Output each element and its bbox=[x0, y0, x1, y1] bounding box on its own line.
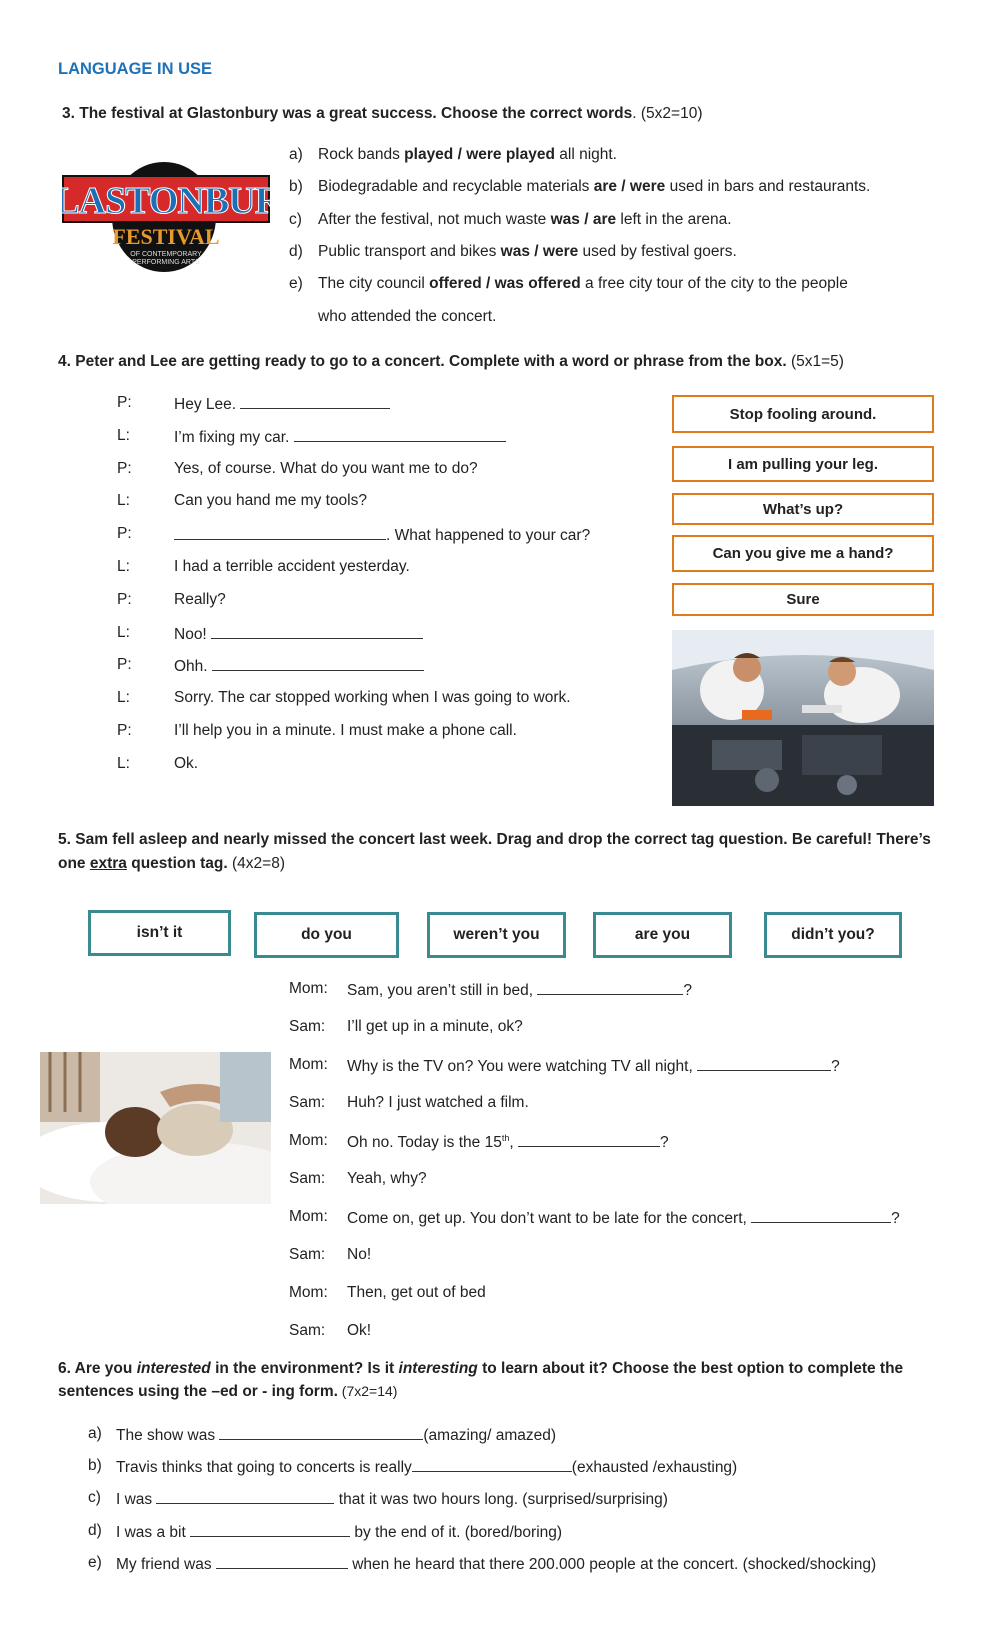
answer-blank[interactable] bbox=[240, 394, 390, 409]
q3-option-1[interactable]: was bbox=[550, 211, 580, 228]
tag-option-isnt-it[interactable]: isn’t it bbox=[88, 910, 231, 956]
dialogue-line: Come on, get up. You don’t want to be late for the concert, ? bbox=[347, 1210, 900, 1227]
tag-option-didnt-you[interactable]: didn’t you? bbox=[764, 912, 902, 958]
tag-drop-zone[interactable] bbox=[751, 1208, 891, 1223]
q3-option-2[interactable]: were bbox=[629, 178, 666, 195]
q3-option-2[interactable]: were bbox=[542, 243, 579, 260]
answer-blank[interactable] bbox=[174, 525, 386, 540]
q3-item-label: d) bbox=[289, 243, 303, 260]
dialogue-line: Really? bbox=[174, 591, 226, 608]
q6-item-text: The show was (amazing/ amazed) bbox=[116, 1427, 557, 1444]
speaker: Sam: bbox=[289, 1322, 326, 1339]
speaker: Sam: bbox=[289, 1018, 326, 1035]
speaker: Sam: bbox=[289, 1094, 326, 1111]
dialogue-line: Sam, you aren’t still in bed, ? bbox=[347, 982, 693, 999]
q3-item-label: a) bbox=[289, 146, 303, 163]
answer-blank[interactable] bbox=[211, 624, 423, 639]
mechanics-photo bbox=[672, 630, 934, 806]
answer-blank[interactable] bbox=[216, 1554, 348, 1569]
q3-points: . (5x2=10) bbox=[632, 105, 703, 122]
speaker: P: bbox=[117, 722, 132, 739]
speaker: P: bbox=[117, 656, 132, 673]
q3-option-2[interactable]: were played bbox=[466, 146, 555, 163]
phrase-option-whats-up[interactable]: What’s up? bbox=[672, 493, 934, 525]
q3-option-2[interactable]: are bbox=[592, 211, 617, 228]
q3-item-text: The city council offered / was offered a free city tour of the city to the people bbox=[318, 275, 848, 292]
dialogue-line: Yes, of course. What do you want me to do? bbox=[174, 460, 478, 477]
answer-blank[interactable] bbox=[219, 1425, 423, 1440]
speaker: L: bbox=[117, 492, 130, 509]
answer-blank[interactable] bbox=[212, 656, 424, 671]
glastonbury-logo bbox=[62, 158, 270, 276]
answer-blank[interactable] bbox=[156, 1489, 334, 1504]
logo-festival-text: FESTIVAL bbox=[112, 224, 220, 249]
speaker: Sam: bbox=[289, 1170, 326, 1187]
tag-drop-zone[interactable] bbox=[518, 1132, 660, 1147]
q6-item-label: b) bbox=[88, 1457, 102, 1474]
phrase-option-give-hand[interactable]: Can you give me a hand? bbox=[672, 535, 934, 572]
tag-drop-zone[interactable] bbox=[697, 1056, 831, 1071]
speaker: P: bbox=[117, 525, 132, 542]
answer-blank[interactable] bbox=[412, 1457, 572, 1472]
dialogue-line: Huh? I just watched a film. bbox=[347, 1094, 529, 1111]
speaker: P: bbox=[117, 460, 132, 477]
dialogue-line: Then, get out of bed bbox=[347, 1284, 486, 1301]
dialogue-line: . What happened to your car? bbox=[174, 525, 590, 545]
section-title: LANGUAGE IN USE bbox=[58, 60, 213, 78]
q3-item-text: Public transport and bikes was / were used by festival goers. bbox=[318, 243, 737, 260]
q3-option-1[interactable]: was bbox=[500, 243, 530, 260]
speaker: Mom: bbox=[289, 980, 328, 997]
q6-item-label: d) bbox=[88, 1522, 102, 1539]
q6-heading-line1: 6. Are you interested in the environment? Is it interesting to learn about it? Choose the best option to complete the bbox=[58, 1360, 904, 1377]
logo-sub2-text: PERFORMING ARTS bbox=[132, 259, 200, 266]
speaker: Mom: bbox=[289, 1208, 328, 1225]
q6-item-text: I was a bit by the end of it. (bored/boring) bbox=[116, 1524, 563, 1541]
logo-sub1-text: OF CONTEMPORARY bbox=[130, 251, 202, 258]
tag-option-are-you[interactable]: are you bbox=[593, 912, 732, 958]
dialogue-line: Can you hand me my tools? bbox=[174, 492, 367, 509]
dialogue-line: I had a terrible accident yesterday. bbox=[174, 558, 410, 575]
dialogue-line: Ok! bbox=[347, 1322, 372, 1339]
dialogue-line: Sorry. The car stopped working when I was going to work. bbox=[174, 689, 571, 706]
q3-item-text: Rock bands played / were played all night. bbox=[318, 146, 617, 163]
q4-heading: 4. Peter and Lee are getting ready to go to a concert. Complete with a word or phrase from the box. (5x1=5) bbox=[58, 353, 844, 370]
dialogue-line: Why is the TV on? You were watching TV all night, ? bbox=[347, 1058, 840, 1075]
q3-option-1[interactable]: played bbox=[404, 146, 454, 163]
q3-item-text: Biodegradable and recyclable materials are / were used in bars and restaurants. bbox=[318, 178, 871, 195]
speaker: P: bbox=[117, 591, 132, 608]
q6-item-label: a) bbox=[88, 1425, 102, 1442]
logo-main-text: LASTONBUR bbox=[62, 180, 270, 222]
dialogue-line: Oh no. Today is the 15th, ? bbox=[347, 1132, 669, 1151]
dialogue-line: Noo! bbox=[174, 624, 423, 644]
q6-item-label: c) bbox=[88, 1489, 101, 1506]
q6-item-text: Travis thinks that going to concerts is really (exhausted /exhausting) bbox=[116, 1459, 738, 1476]
phrase-option-stop-fooling[interactable]: Stop fooling around. bbox=[672, 395, 934, 433]
answer-blank[interactable] bbox=[190, 1522, 350, 1537]
speaker: L: bbox=[117, 427, 130, 444]
tag-option-werent-you[interactable]: weren’t you bbox=[427, 912, 566, 958]
q6-heading-line2: sentences using the –ed or - ing form. (7x2=14) bbox=[58, 1383, 398, 1400]
q5-heading-line1: 5. Sam fell asleep and nearly missed the concert last week. Drag and drop the correct tag question. Be careful! There’s bbox=[58, 831, 931, 848]
dialogue-line: I’ll help you in a minute. I must make a phone call. bbox=[174, 722, 517, 739]
q3-heading-text: 3. The festival at Glastonbury was a great success. Choose the correct words bbox=[62, 105, 633, 122]
speaker: Mom: bbox=[289, 1132, 328, 1149]
tag-option-do-you[interactable]: do you bbox=[254, 912, 399, 958]
speaker: Mom: bbox=[289, 1284, 328, 1301]
q6-item-label: e) bbox=[88, 1554, 102, 1571]
q3-item-label: b) bbox=[289, 178, 303, 195]
q3-option-1[interactable]: are bbox=[593, 178, 617, 195]
tag-drop-zone[interactable] bbox=[537, 980, 683, 995]
speaker: P: bbox=[117, 394, 132, 411]
dialogue-line: Ohh. bbox=[174, 656, 424, 676]
speaker: Mom: bbox=[289, 1056, 328, 1073]
speaker: L: bbox=[117, 558, 130, 575]
dialogue-line: I’ll get up in a minute, ok? bbox=[347, 1018, 523, 1035]
dialogue-line: Ok. bbox=[174, 755, 199, 772]
answer-blank[interactable] bbox=[294, 427, 506, 442]
sleeping-boy-photo bbox=[40, 1052, 271, 1204]
dialogue-line: Yeah, why? bbox=[347, 1170, 427, 1187]
q3-heading bbox=[62, 105, 703, 123]
q6-item-text: I was that it was two hours long. (surprised/surprising) bbox=[116, 1491, 668, 1508]
dialogue-line: Hey Lee. bbox=[174, 394, 390, 414]
dialogue-line: I’m fixing my car. bbox=[174, 427, 506, 447]
q3-item-label: c) bbox=[289, 211, 302, 228]
q3-option-2[interactable]: was offered bbox=[494, 275, 581, 292]
q3-item-e-continuation: who attended the concert. bbox=[318, 308, 497, 325]
q3-option-1[interactable]: offered bbox=[429, 275, 482, 292]
speaker: L: bbox=[117, 689, 130, 706]
speaker: L: bbox=[117, 755, 130, 772]
q6-item-text: My friend was when he heard that there 200.000 people at the concert. (shocked/shocking) bbox=[116, 1556, 877, 1573]
q3-item-label: e) bbox=[289, 275, 303, 292]
speaker: L: bbox=[117, 624, 130, 641]
speaker: Sam: bbox=[289, 1246, 326, 1263]
phrase-option-sure[interactable]: Sure bbox=[672, 583, 934, 616]
q3-item-text: After the festival, not much waste was / are left in the arena. bbox=[318, 211, 732, 228]
dialogue-line: No! bbox=[347, 1246, 372, 1263]
q5-heading-line2: one extra question tag. (4x2=8) bbox=[58, 855, 285, 872]
phrase-option-pulling-leg[interactable]: I am pulling your leg. bbox=[672, 446, 934, 482]
